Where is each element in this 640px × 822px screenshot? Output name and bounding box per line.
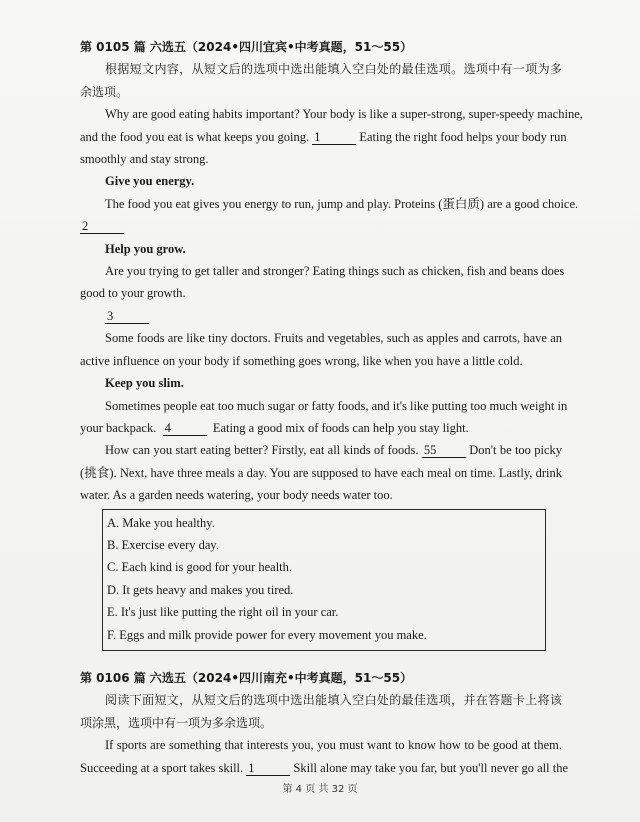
option-d: D. It gets heavy and makes you tired. [107, 582, 294, 597]
text-segment: Eating the right food helps your body run [359, 129, 567, 144]
options-box [102, 509, 546, 651]
paragraph-6-line-1 [80, 439, 562, 461]
paragraph-1-line-1: Why are good eating habits important? Your body is like a super-strong, super-speedy machine, [105, 107, 583, 122]
section-gap [80, 651, 562, 667]
text-segment: and the food you eat is what keeps you going. [80, 129, 310, 144]
text-segment: Eating a good mix of foods can help you stay light. [212, 420, 469, 435]
text-segment: Don't be too picky [469, 443, 563, 458]
paragraph-3-line-2: good to your growth. [80, 286, 186, 301]
paragraph-5-line-2 [80, 417, 562, 439]
section2-instruction-cont: 项涂黑，选项中有一项为多余选项。 [80, 715, 273, 730]
section2-instruction: 阅读下面短文，从短文后的选项中选出能填入空白处的最佳选项，并在答题卡上将该 [105, 693, 562, 708]
text-segment: How can you start eating better? Firstly, eat all kinds of foods. [105, 443, 419, 458]
paragraph-1-line-3: smoothly and stay strong. [80, 152, 209, 167]
section1-instruction: 根据短文内容，从短文后的选项中选出能填入空白处的最佳选项。选项中有一项为多 [105, 62, 562, 77]
option-e: E. It's just like putting the right oil in your car. [107, 605, 339, 620]
paragraph-5-line-1: Sometimes people eat too much sugar or fatty foods, and it's like putting too much weight in [105, 398, 568, 413]
section2-paragraph-1-line-1: If sports are something that interests you, you must want to know how to be good at them. [105, 738, 562, 753]
page-content [80, 36, 583, 779]
subheading-keep-slim: Keep you slim. [105, 376, 184, 391]
section2-blank-1: 1 [246, 761, 290, 776]
option-b: B. Exercise every day. [107, 537, 219, 552]
option-a: A. Make you healthy. [107, 515, 215, 530]
paragraph-4-line-1: Some foods are like tiny doctors. Fruits and vegetables, such as apples and carrots, have an [105, 331, 562, 346]
blank-2-line [80, 215, 562, 237]
blank-3: 3 [105, 309, 149, 324]
blank-2: 2 [80, 219, 124, 234]
paragraph-4-line-2: active influence on your body if something goes wrong, like when you have a little cold. [80, 353, 523, 368]
section1-instruction-cont: 余选项。 [80, 84, 129, 99]
text-segment: Succeeding at a sport takes skill. [80, 760, 244, 775]
paragraph-6-line-3: water. As a garden needs watering, your body needs water too. [80, 488, 393, 503]
page-footer: 第 4 页 共 32 页 [282, 784, 358, 795]
section2-heading: 第 0106 篇 六选五（2024•四川南充•中考真题，51～55） [80, 670, 413, 685]
subheading-give-energy: Give you energy. [105, 174, 195, 189]
section2-paragraph-1-line-2 [80, 757, 569, 779]
blank-3-line [80, 305, 562, 327]
paragraph-1-line-2 [80, 126, 567, 148]
text-segment: Skill alone may take you far, but you'll never go all the [293, 760, 569, 775]
paragraph-6-line-2: (挑食). Next, have three meals a day. You are supposed to have each meal on time. Lastly, drink [80, 465, 562, 480]
option-f: F. Eggs and milk provide power for every movement you make. [107, 627, 427, 642]
blank-5: 55 [422, 443, 466, 458]
paragraph-3-line-1: Are you trying to get taller and stronger? Eating things such as chicken, fish and beans does [105, 264, 565, 279]
blank-1: 1 [312, 130, 356, 145]
text-segment: your backpack. [80, 420, 157, 435]
paragraph-2-line-1: The food you eat gives you energy to run, jump and play. Proteins (蛋白质) are a good choice. [105, 196, 579, 211]
subheading-help-grow: Help you grow. [105, 241, 186, 256]
option-c: C. Each kind is good for your health. [107, 560, 293, 575]
section1-heading: 第 0105 篇 六选五（2024•四川宜宾•中考真题，51～55） [80, 40, 413, 54]
blank-4: 4 [163, 421, 207, 436]
